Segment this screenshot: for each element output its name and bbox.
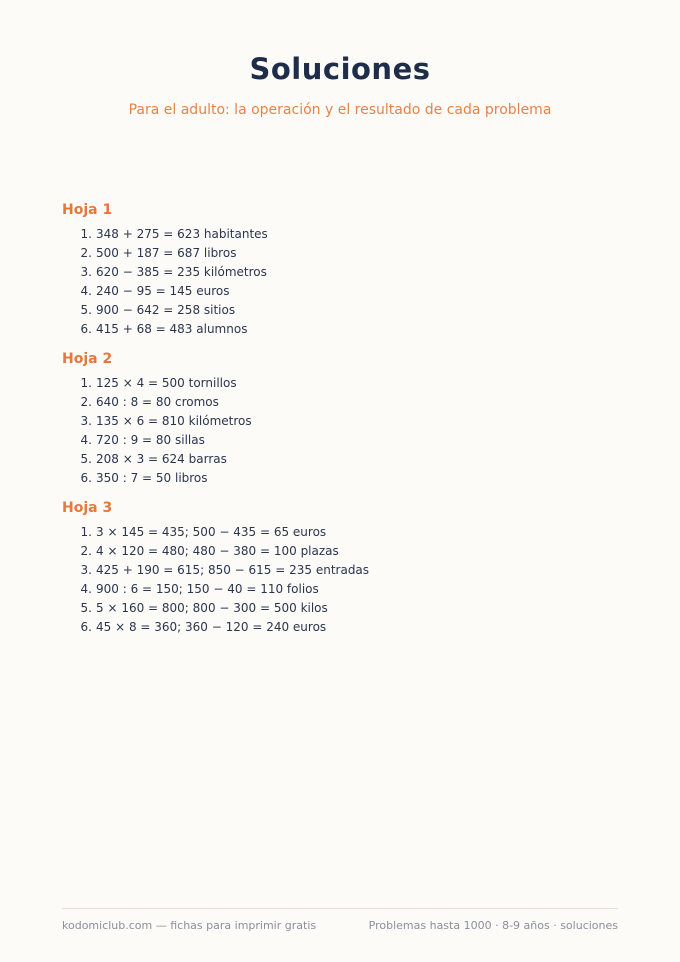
section-title: Hoja 1 <box>62 202 113 218</box>
item-number: 6. <box>80 471 92 485</box>
item-number: 2. <box>80 544 92 558</box>
item-text: 640 : 8 = 80 cromos <box>96 395 219 409</box>
item-text: 900 − 642 = 258 sitios <box>96 303 236 317</box>
footer-site-text: kodomiclub.com — fichas para imprimir gratis <box>62 919 317 932</box>
item-text: 348 + 275 = 623 habitantes <box>96 227 268 241</box>
item-number: 4. <box>80 284 92 298</box>
solution-list <box>62 374 622 488</box>
solution-list <box>62 225 622 339</box>
item-number: 6. <box>80 322 92 336</box>
solution-list <box>62 523 622 637</box>
item-number: 3. <box>80 265 92 279</box>
item-number: 5. <box>80 452 92 466</box>
item-text: 45 × 8 = 360; 360 − 120 = 240 euros <box>96 620 327 634</box>
item-number: 4. <box>80 582 92 596</box>
list-item <box>62 374 622 393</box>
section-title: Hoja 2 <box>62 351 113 367</box>
item-text: 5 × 160 = 800; 800 − 300 = 500 kilos <box>96 601 328 615</box>
list-item <box>62 618 622 637</box>
item-number: 6. <box>80 620 92 634</box>
list-item <box>62 412 622 431</box>
item-text: 125 × 4 = 500 tornillos <box>96 376 237 390</box>
item-text: 135 × 6 = 810 kilómetros <box>96 414 252 428</box>
item-number: 5. <box>80 303 92 317</box>
item-text: 350 : 7 = 50 libros <box>96 471 208 485</box>
list-item <box>62 301 622 320</box>
item-text: 3 × 145 = 435; 500 − 435 = 65 euros <box>96 525 327 539</box>
item-number: 2. <box>80 246 92 260</box>
item-text: 900 : 6 = 150; 150 − 40 = 110 folios <box>96 582 319 596</box>
item-text: 208 × 3 = 624 barras <box>96 452 227 466</box>
item-text: 620 − 385 = 235 kilómetros <box>96 265 267 279</box>
list-item <box>62 523 622 542</box>
item-number: 5. <box>80 601 92 615</box>
list-item <box>62 469 622 488</box>
list-item <box>62 431 622 450</box>
list-item <box>62 561 622 580</box>
section-hoja-1 <box>62 200 622 339</box>
item-text: 720 : 9 = 80 sillas <box>96 433 205 447</box>
item-number: 1. <box>80 227 92 241</box>
list-item <box>62 580 622 599</box>
item-text: 240 − 95 = 145 euros <box>96 284 230 298</box>
item-number: 1. <box>80 525 92 539</box>
page-title: Soluciones <box>249 52 431 86</box>
item-number: 4. <box>80 433 92 447</box>
footer-info-text: Problemas hasta 1000 · 8-9 años · soluciones <box>368 919 618 932</box>
solutions-sections <box>62 200 622 647</box>
section-title: Hoja 3 <box>62 500 113 516</box>
page-subtitle: Para el adulto: la operación y el resultado de cada problema <box>128 102 552 118</box>
list-item <box>62 282 622 301</box>
section-hoja-3 <box>62 498 622 637</box>
item-text: 500 + 187 = 687 libros <box>96 246 237 260</box>
list-item <box>62 542 622 561</box>
list-item <box>62 244 622 263</box>
item-number: 2. <box>80 395 92 409</box>
list-item <box>62 599 622 618</box>
item-text: 425 + 190 = 615; 850 − 615 = 235 entradas <box>96 563 370 577</box>
list-item <box>62 225 622 244</box>
footer-divider <box>62 908 618 909</box>
list-item <box>62 450 622 469</box>
list-item <box>62 320 622 339</box>
item-text: 4 × 120 = 480; 480 − 380 = 100 plazas <box>96 544 339 558</box>
item-text: 415 + 68 = 483 alumnos <box>96 322 248 336</box>
item-number: 1. <box>80 376 92 390</box>
section-hoja-2 <box>62 349 622 488</box>
item-number: 3. <box>80 563 92 577</box>
list-item <box>62 393 622 412</box>
list-item <box>62 263 622 282</box>
item-number: 3. <box>80 414 92 428</box>
